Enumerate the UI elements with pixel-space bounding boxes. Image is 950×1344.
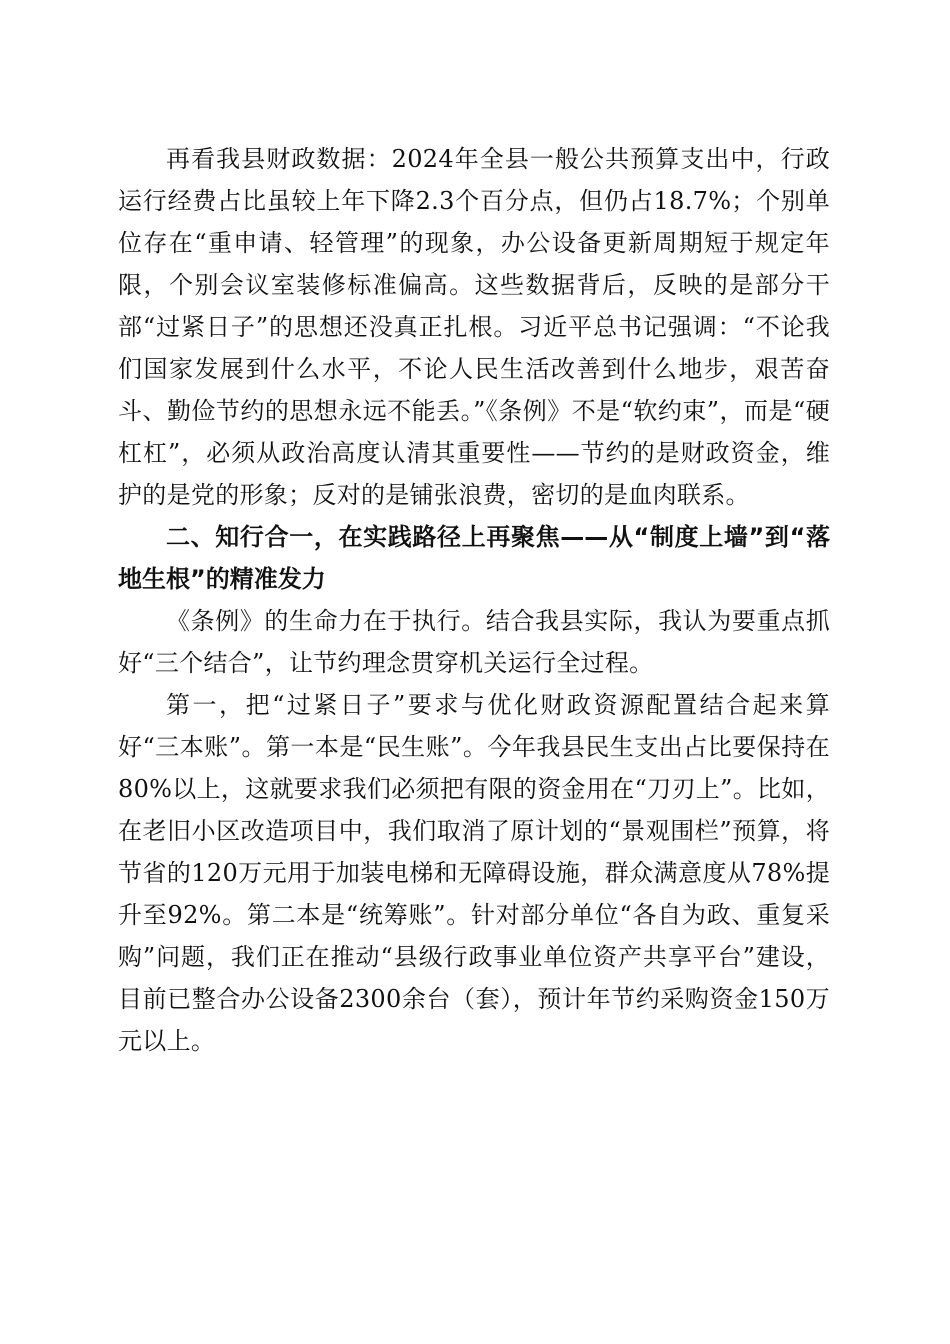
paragraph-first-point: 第一，把“过紧日子”要求与优化财政资源配置结合起来算好“三本账”。第一本是“民生账”。今年我县民生支出占比要保持在80%以上，这就要求我们必须把有限的资金用在“刀刃上”。比如，在老旧小区改造项目中，我们取消了原计划的“景观围栏”预算，将节省的120万元用于加装电梯和无障碍设施，群众满意度从78%提升至92%。第二本是“统筹账”。针对部分单位“各自为政、重复采购”问题，我们正在推动“县级行政事业单位资产共享平台”建设，目前已整合办公设备2300余台（套），预计年节约采购资金150万元以上。: [118, 691, 830, 1055]
document-body: [118, 138, 830, 1062]
paragraph-fiscal-data: 再看我县财政数据：2024年全县一般公共预算支出中，行政运行经费占比虽较上年下降2.3个百分点，但仍占18.7%；个别单位存在“重申请、轻管理”的现象，办公设备更新周期短于规定年限，个别会议室装修标准偏高。这些数据背后，反映的是部分干部“过紧日子”的思想还没真正扎根。习近平总书记强调：“不论我们国家发展到什么水平，不论人民生活改善到什么地步，艰苦奋斗、勤俭节约的思想永远不能丢。”《条例》不是“软约束”，而是“硬杠杠”，必须从政治高度认清其重要性——节约的是财政资金，维护的是党的形象；反对的是铺张浪费，密切的是血肉联系。: [118, 145, 830, 509]
section-heading-two: 二、知行合一，在实践路径上再聚焦——从“制度上墙”到“落地生根”的精准发力: [118, 523, 830, 593]
paragraph-regulation-execution: 《条例》的生命力在于执行。结合我县实际，我认为要重点抓好“三个结合”，让节约理念贯穿机关运行全过程。: [118, 607, 830, 677]
